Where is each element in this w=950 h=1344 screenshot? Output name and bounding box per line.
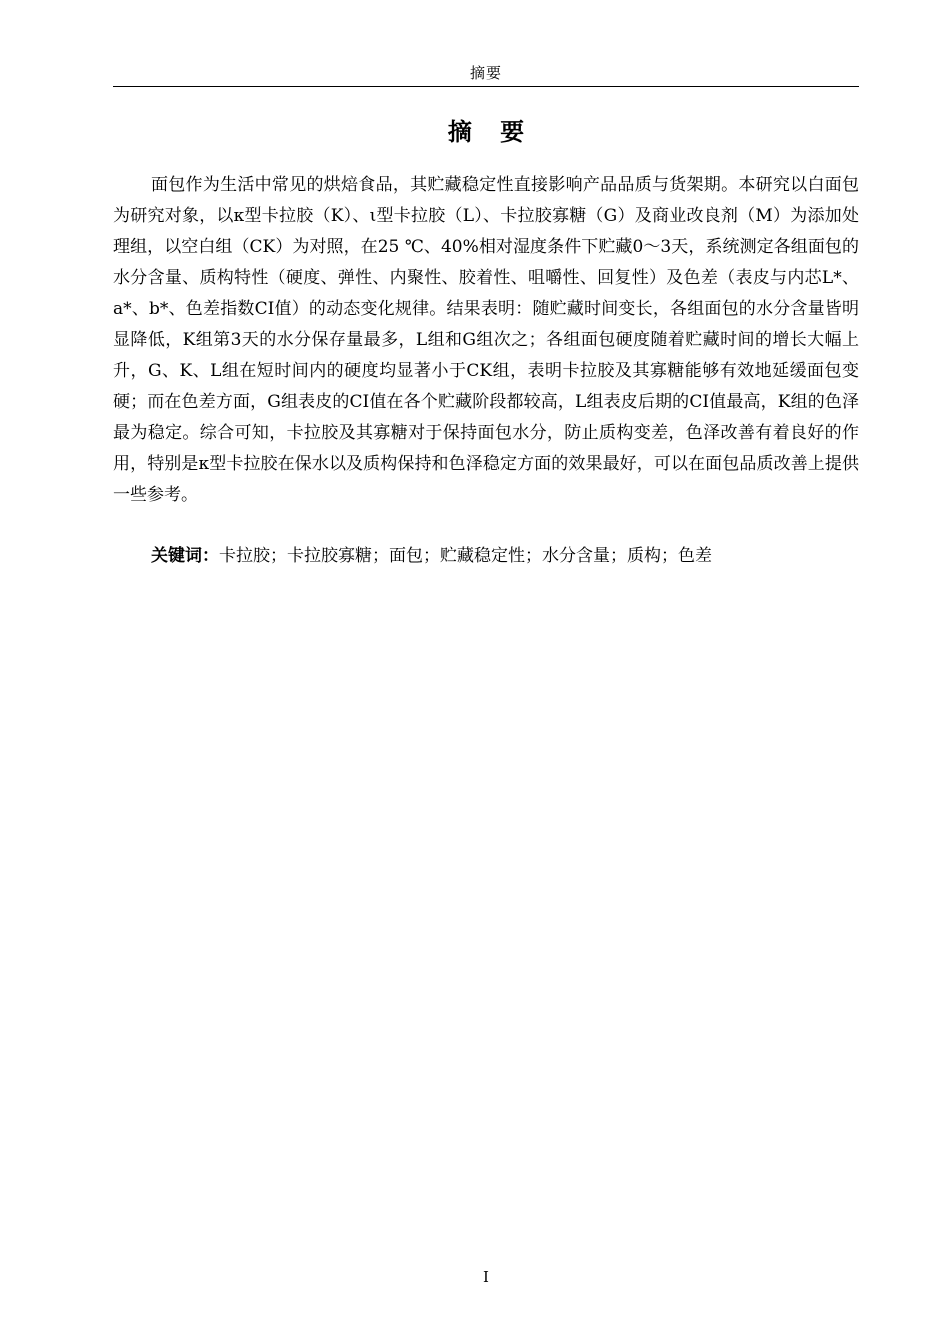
header-rule bbox=[113, 86, 859, 87]
keywords-line bbox=[113, 541, 859, 572]
abstract-title: 摘 要 bbox=[447, 118, 535, 146]
page-number: I bbox=[483, 1268, 489, 1286]
keywords-text: 卡拉胶；卡拉胶寡糖；面包；贮藏稳定性；水分含量；质构；色差 bbox=[219, 546, 712, 566]
keywords-label: 关键词： bbox=[151, 546, 219, 566]
abstract-body: 面包作为生活中常见的烘焙食品，其贮藏稳定性直接影响产品品质与货架期。本研究以白面包为研究对象，以κ型卡拉胶（K）、ι型卡拉胶（L）、卡拉胶寡糖（G）及商业改良剂（M）为添加处理组，以空白组（CK）为对照，在25 ℃、40%相对湿度条件下贮藏0～3天，系统测定各组面包的水分含量、质构特性（硬度、弹性、内聚性、胶着性、咀嚼性、回复性）及色差（表皮与内芯L*、a*、b*、色差指数CI值）的动态变化规律。结果表明：随贮藏时间变长，各组面包的水分含量皆明显降低，K组第3天的水分保存量最多，L组和G组次之；各组面包硬度随着贮藏时间的增长大幅上升，G、K、L组在短时间内的硬度均显著小于CK组，表明卡拉胶及其寡糖能够有效地延缓面包变硬；而在色差方面，G组表皮的CI值在各个贮藏阶段都较高，L组表皮后期的CI值最高，K组的色泽最为稳定。综合可知，卡拉胶及其寡糖对于保持面包水分，防止质构变差，色泽改善有着良好的作用，特别是κ型卡拉胶在保水以及质构保持和色泽稳定方面的效果最好，可以在面包品质改善上提供一些参考。 bbox=[113, 175, 859, 505]
running-header: 摘要 bbox=[469, 64, 502, 82]
